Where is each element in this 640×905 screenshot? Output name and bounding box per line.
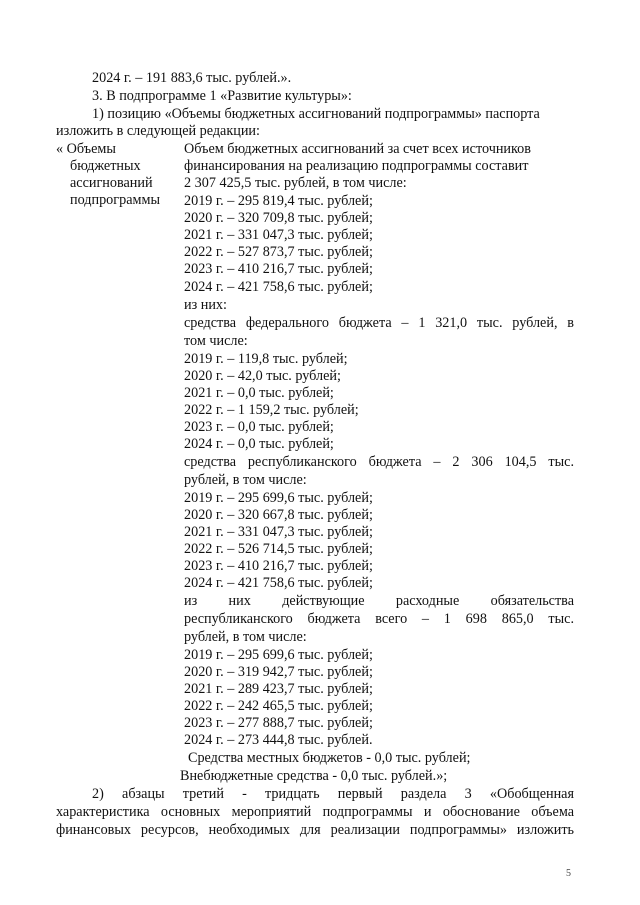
table-left-label-4: подпрограммы — [70, 192, 160, 208]
table-right-line: 2020 г. – 320 667,8 тыс. рублей; — [184, 507, 373, 523]
table-right-line: 2020 г. – 42,0 тыс. рублей; — [184, 368, 341, 384]
table-right-line: рублей, в том числе: — [184, 629, 307, 645]
table-right-line: 2023 г. – 410 216,7 тыс. рублей; — [184, 558, 373, 574]
table-right-line: Средства местных бюджетов - 0,0 тыс. рублей; — [188, 750, 471, 766]
page-number: 5 — [566, 868, 571, 879]
table-right-line: 2022 г. – 1 159,2 тыс. рублей; — [184, 402, 359, 418]
table-right-line: рублей, в том числе: — [184, 472, 307, 488]
table-right-line: средства федерального бюджета – 1 321,0 тыс. рублей, в — [184, 315, 574, 331]
table-right-line: из них: — [184, 297, 227, 313]
item-2-line-2: характеристика основных мероприятий подпрограммы и обоснование объема — [56, 804, 574, 820]
table-right-line: 2023 г. – 410 216,7 тыс. рублей; — [184, 261, 373, 277]
table-right-line: 2019 г. – 295 819,4 тыс. рублей; — [184, 193, 373, 209]
table-right-line: 2023 г. – 277 888,7 тыс. рублей; — [184, 715, 373, 731]
item-2-line-1: 2) абзацы третий - тридцать первый раздела 3 «Обобщенная — [92, 786, 574, 802]
table-left-label-1: « Объемы — [56, 141, 116, 157]
table-right-line: 2023 г. – 0,0 тыс. рублей; — [184, 419, 334, 435]
item-3-heading: 3. В подпрограмме 1 «Развитие культуры»: — [92, 88, 352, 104]
table-right-line: 2019 г. – 295 699,6 тыс. рублей; — [184, 490, 373, 506]
table-right-line: 2024 г. – 273 444,8 тыс. рублей. — [184, 732, 373, 748]
table-right-line: Объем бюджетных ассигнований за счет всех источников — [184, 141, 531, 157]
line-2024-total: 2024 г. – 191 883,6 тыс. рублей.». — [92, 70, 292, 86]
item-1-line-2: изложить в следующей редакции: — [56, 123, 260, 139]
table-right-line: 2024 г. – 421 758,6 тыс. рублей; — [184, 575, 373, 591]
table-right-line: 2021 г. – 0,0 тыс. рублей; — [184, 385, 334, 401]
table-right-line: 2019 г. – 295 699,6 тыс. рублей; — [184, 647, 373, 663]
table-right-line: из них действующие расходные обязательства — [184, 593, 574, 609]
item-2-line-3: финансовых ресурсов, необходимых для реализации подпрограммы» изложить — [56, 822, 574, 838]
table-right-line: средства республиканского бюджета – 2 306 104,5 тыс. — [184, 454, 574, 470]
table-right-line: Внебюджетные средства - 0,0 тыс. рублей.»; — [180, 768, 448, 784]
table-right-line: 2024 г. – 0,0 тыс. рублей; — [184, 436, 334, 452]
table-right-line: 2 307 425,5 тыс. рублей, в том числе: — [184, 175, 407, 191]
table-right-line: 2020 г. – 319 942,7 тыс. рублей; — [184, 664, 373, 680]
table-right-line: 2021 г. – 331 047,3 тыс. рублей; — [184, 227, 373, 243]
table-right-line: 2022 г. – 242 465,5 тыс. рублей; — [184, 698, 373, 714]
table-right-line: 2021 г. – 289 423,7 тыс. рублей; — [184, 681, 373, 697]
table-right-line: 2021 г. – 331 047,3 тыс. рублей; — [184, 524, 373, 540]
table-right-line: 2022 г. – 527 873,7 тыс. рублей; — [184, 244, 373, 260]
item-1-line-1: 1) позицию «Объемы бюджетных ассигнований подпрограммы» паспорта — [92, 106, 540, 122]
table-right-line: 2024 г. – 421 758,6 тыс. рублей; — [184, 279, 373, 295]
table-right-line: 2019 г. – 119,8 тыс. рублей; — [184, 351, 348, 367]
table-left-label-2: бюджетных — [70, 158, 141, 174]
table-right-line: финансирования на реализацию подпрограммы составит — [184, 158, 529, 174]
table-right-line: 2020 г. – 320 709,8 тыс. рублей; — [184, 210, 373, 226]
table-right-line: 2022 г. – 526 714,5 тыс. рублей; — [184, 541, 373, 557]
table-right-line: республиканского бюджета всего – 1 698 865,0 тыс. — [184, 611, 574, 627]
table-right-line: том числе: — [184, 333, 248, 349]
table-left-label-3: ассигнований — [70, 175, 153, 191]
